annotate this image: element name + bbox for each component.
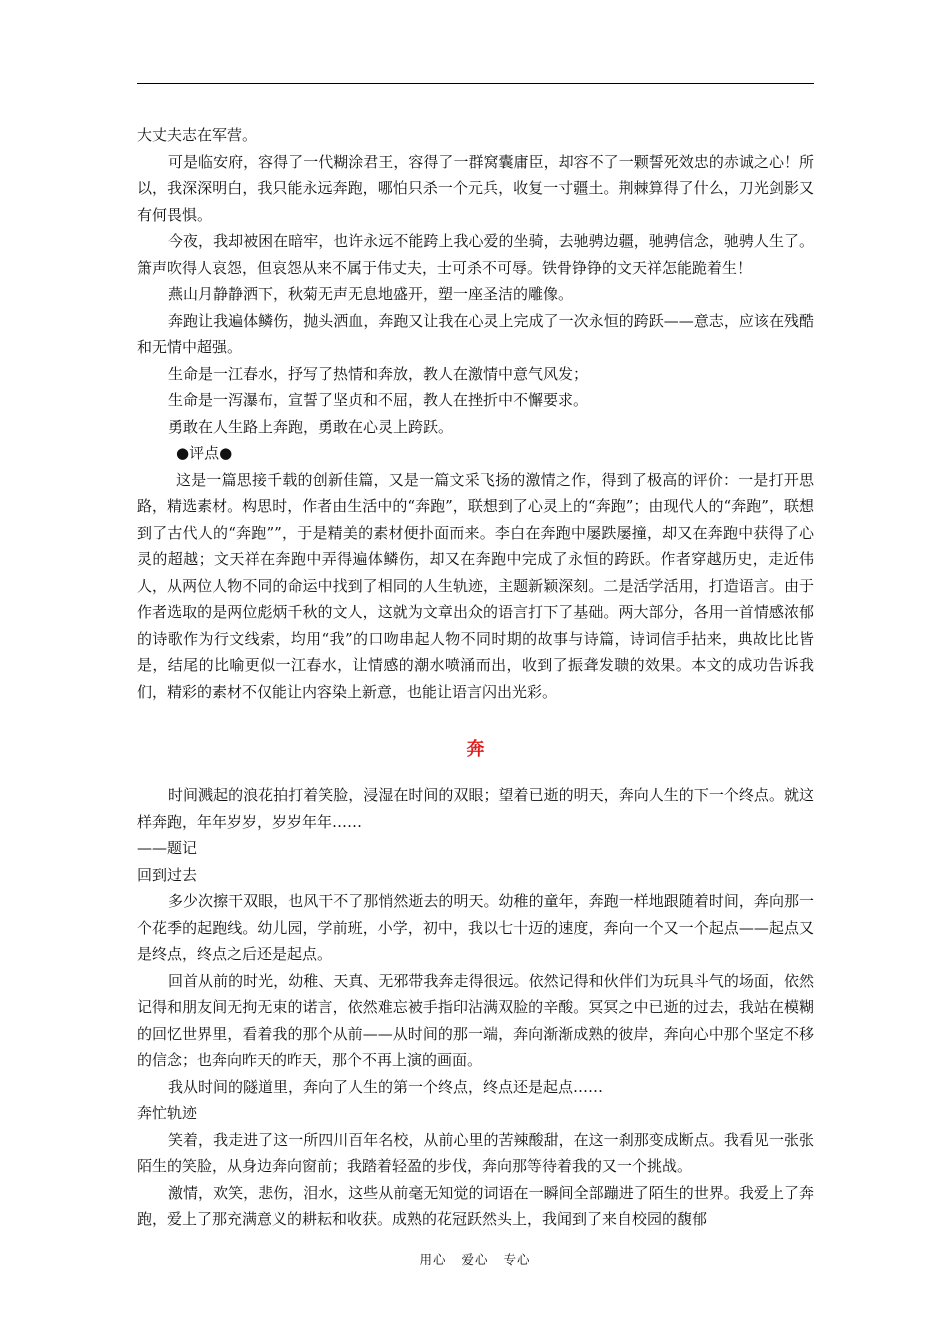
paragraph: 勇敢在人生路上奔跑，勇敢在心灵上跨跃。 (168, 417, 454, 436)
epigraph-signature: ——题记 (137, 839, 198, 857)
paragraph: 奔跑让我遍体鳞伤，抛头洒血，奔跑又让我在心灵上完成了一次永恒的跨跃——意志，应该在残酷和无情中超强。 (137, 311, 814, 356)
paragraph: 我从时间的隧道里，奔向了人生的第一个终点，终点还是起点…… (168, 1077, 604, 1096)
paragraph: 多少次擦干双眼，也风干不了那悄然逝去的明天。幼稚的童年，奔跑一样地跟随着时间，奔向那一个花季的起跑线。幼儿园，学前班，小学，初中，我以七十迈的速度，奔向一个又一个起点——起点又是终点，终点之后还是起点。 (137, 892, 814, 963)
review-heading: ●评点● (176, 444, 233, 462)
paragraph: 激情，欢笑，悲伤，泪水，这些从前毫无知觉的词语在一瞬间全部蹦进了陌生的世界。我爱上了奔跑，爱上了那充满意义的耕耘和收获。成熟的花冠跃然头上，我闻到了来自校园的馥郁 (137, 1183, 814, 1228)
paragraph: 可是临安府，容得了一代糊涂君王，容得了一群窝囊庸臣，却容不了一颗誓死效忠的赤诚之心！所以，我深深明白，我只能永远奔跑，哪怕只杀一个元兵，收复一寸疆土。荆棘算得了什么，刀光剑影又有何畏惧。 (137, 152, 814, 224)
essay-title: 奔 (466, 739, 485, 760)
paragraph: 今夜，我却被困在暗牢，也许永远不能跨上我心爱的坐骑，去驰骋边疆，驰骋信念，驰骋人生了。箫声吹得人哀怨，但哀怨从来不属于伟丈夫，士可杀不可辱。铁骨铮铮的文天祥怎能跪着生！ (137, 232, 814, 277)
paragraph: 大丈夫志在军营。 (137, 126, 258, 144)
review-paragraph: 这是一篇思接千载的创新佳篇，又是一篇文采飞扬的激情之作，得到了极高的评价：一是打开思路，精选素材。构思时，作者由生活中的“奔跑”，联想到了心灵上的“奔跑”；由现代人的“奔跑”，联想到了古代人的“奔跑””，于是精美的素材便扑面而来。李白在奔跑中屡跌屡撞，却又在奔跑中获得了心灵的超越；文天祥在奔跑中弄得遍体鳞伤，却又在奔跑中完成了永恒的跨跃。作者穿越历史，走近伟人，从两位人物不同的命运中找到了相同的人生轨迹，主题新颖深刻。二是活学活用，打造语言。由于作者选取的是两位彪炳千秋的文人，这就为文章出众的语言打下了基础。两大部分，各用一首情感浓郁的诗歌作为行文线索，均用“我”的口吻串起人物不同时期的故事与诗篇，诗词信手拈来，典故比比皆是，结尾的比喻更似一江春水，让情感的潮水喷涌而出，收到了振聋发聩的效果。本文的成功告诉我们，精彩的素材不仅能让内容染上新意，也能让语言闪出光彩。 (137, 470, 814, 701)
paragraph: 生命是一江春水，抒写了热情和奔放，教人在激情中意气风发； (168, 364, 589, 383)
page-footer: 用心 爱心 专心 (419, 1252, 531, 1267)
section-title: 回到过去 (137, 865, 198, 884)
paragraph: 笑着，我走进了这一所四川百年名校，从前心里的苦辣酸甜，在这一刹那变成断点。我看见一张张陌生的笑脸，从身边奔向窗前；我踏着轻盈的步伐，奔向那等待着我的又一个挑战。 (137, 1130, 814, 1175)
page-content (137, 122, 814, 1233)
section-title: 奔忙轨迹 (137, 1104, 198, 1122)
header-rule (137, 83, 814, 84)
paragraph: 燕山月静静洒下，秋菊无声无息地盛开，塑一座圣洁的雕像。 (168, 285, 574, 303)
paragraph: 回首从前的时光，幼稚、天真、无邪带我奔走得很远。依然记得和伙伴们为玩具斗气的场面，依然记得和朋友间无拘无束的诺言，依然难忘被手指印沾满双脸的辛酸。冥冥之中已逝的过去，我站在模糊的回忆世界里，看着我的那个从前——从时间的那一端，奔向渐渐成熟的彼岸，奔向心中那个坚定不移的信念；也奔向昨天的昨天，那个不再上演的画面。 (137, 971, 814, 1069)
epigraph: 时间溅起的浪花拍打着笑脸，浸湿在时间的双眼；望着已逝的明天，奔向人生的下一个终点。就这样奔跑，年年岁岁，岁岁年年…… (137, 786, 814, 831)
paragraph: 生命是一泻瀑布，宣誓了坚贞和不屈，教人在挫折中不懈要求。 (168, 391, 589, 409)
